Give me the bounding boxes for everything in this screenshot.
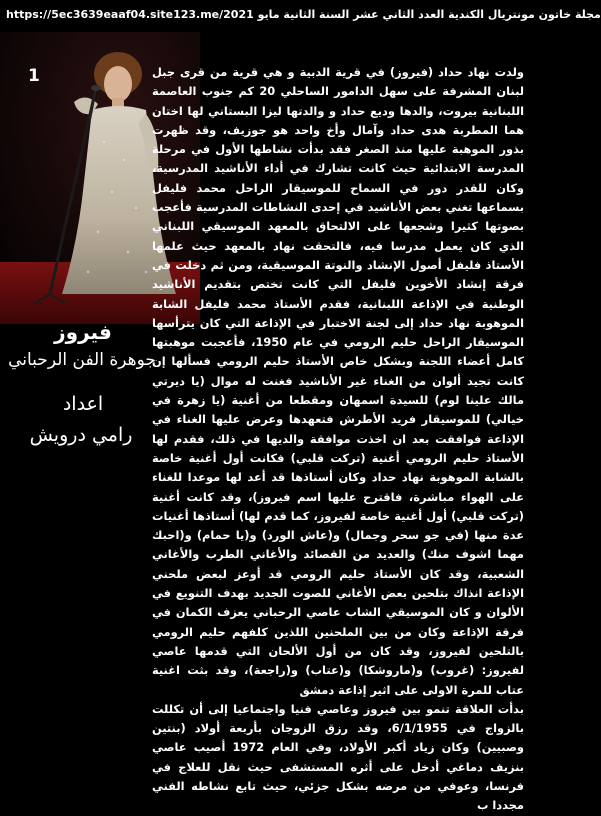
article-paragraph-1: ولدت نهاد حداد (فيروز) في قرية الدبية و هي قرية من قرى جبل لبنان المشرفة على سهل الدامور الساحلي 20 كم جنوب العاصمة اللبنانية بيروت، والدها وديع حداد و والدتها ليزا البستاني لها اختان هما المطربة هدى حداد وآمال وأخ واحد هو جوزيف، وقد ظهرت بذور الموهبة عليها منذ الصغر فقد بدأت نشاطها الأول في مرحلة المدرسة الابتدائية حيث كانت تشارك في أداء الأناشيد المدرسية، وكان للقدر دور في السماح للموسيقار الراحل محمد فليفل بسماعها تغني بعض الأناشيد في إحدى النشاطات المدرسية فأعجب بصوتها كثيرا وشجعها على الالتحاق بالمعهد الموسيقي اللبناني الذي كان يعمل مدرسا فيه، فالتحقت نهاد بالمعهد حيث علمها الأستاذ فليفل أصول الإنشاد والنوتة الموسيقية، ومن ثم دخلت في فرقة إنشاد الأخوين فليفل التي كانت تختص بتقديم الأناشيد الوطنية في الإذاعة اللبنانية، فقدم الأستاذ محمد فليفل الشابة الموهوبة نهاد حداد إلى لجنة الاختبار في الإذاعة التي كان يترأسها الموسيقار الراحل حليم الرومي في عام 1950، فأعجبت موهبتها كامل أعضاء اللجنة وبشكل خاص الأستاذ حليم الرومي فسألها إن كانت تجيد ألوان من الغناء غير الأناشيد فغنت له موال (يا ديرتي مالك علينا لوم) للسيدة اسمهان ومقطعا من أغنية (يا زهرة في خيالي) للموسيقار فريد الأطرش فتعهدها وعرض عليها الغناء في الإذاعة فوافقت بعد ان اخذت موافقة والديها في ذلك، فقدم لها الأستاذ حليم الرومي أغنية (تركت قلبي) فكانت أول أغنية خاصة بالشابة الموهوبة نهاد حداد وكان أستاذها قد أعد لها موعدا للغناء على الهواء مباشرة، فاقترح عليها اسم فيروز)، وقد كانت أغنية (تركت قلبي) أول أغنية خاصة لفيروز، كما قدم لها) أستاذها أغنيات عدة منها (في جو سحر وجمال) و(عاش الورد) و(يا حمام) و(احبك مهما اشوف منك) والعديد من القصائد والأغاني الطرب والأغاني الشعبية، وقد كان الأستاذ حليم الرومي قد أوعز لبعض ملحني الإذاعة انذاك بتلحين بعض الأغاني للصوت الجديد بهدف التنويع في الألوان و كان الموسيقي الشاب عاصي الرحباني يعزف الكمان في فرقة الإذاعة وكان من بين الملحنين اللذين كلفهم حليم الرومي بالتلحين لفيروز، وقد كان من أول الألحان التي قدمها عاصي لفيروز: (غروب) و(ماروشكا) و(عتاب) و(راجعة)، وقد بثت اغنية عتاب للمرة الاولى على اثير إذاعة دمشق — [152, 65, 525, 697]
caption-author: رامي درويش — [29, 424, 133, 446]
article-body — [152, 63, 524, 816]
site-url[interactable]: https://5ec3639eaaf04.site123.me/ — [6, 7, 224, 21]
article-paragraph-2: بدأت العلاقة تنمو بين فيروز وعاصي فنيا واجتماعيا إلى أن تكللت بالزواج في 6/1/1955، وقد رزق الزوجان بأربعة أولاد (بنتين وصبيين) وكان زياد أكبر الأولاد، وفي العام 1972 أصيب عاصي بنزيف دماغي أدخل على أثره المستشفى حيث نقل للعلاج في فرنسا، وعوفي من مرضه بشكل جزئي، حيث تابع نشاطه الفني مجددا ب — [152, 701, 524, 813]
caption-name: فيروز — [54, 320, 112, 344]
caption-title: جوهرة الفن الرحباني — [8, 350, 156, 370]
magazine-issue: مجلة خاتون مونتريال الكندية العدد الثاني عشر السنة الثانية مايو 2021 — [223, 7, 601, 21]
page-number: 1 — [28, 66, 40, 86]
caption-prepared-by: اعداد — [62, 393, 104, 415]
header-bar — [0, 0, 601, 28]
